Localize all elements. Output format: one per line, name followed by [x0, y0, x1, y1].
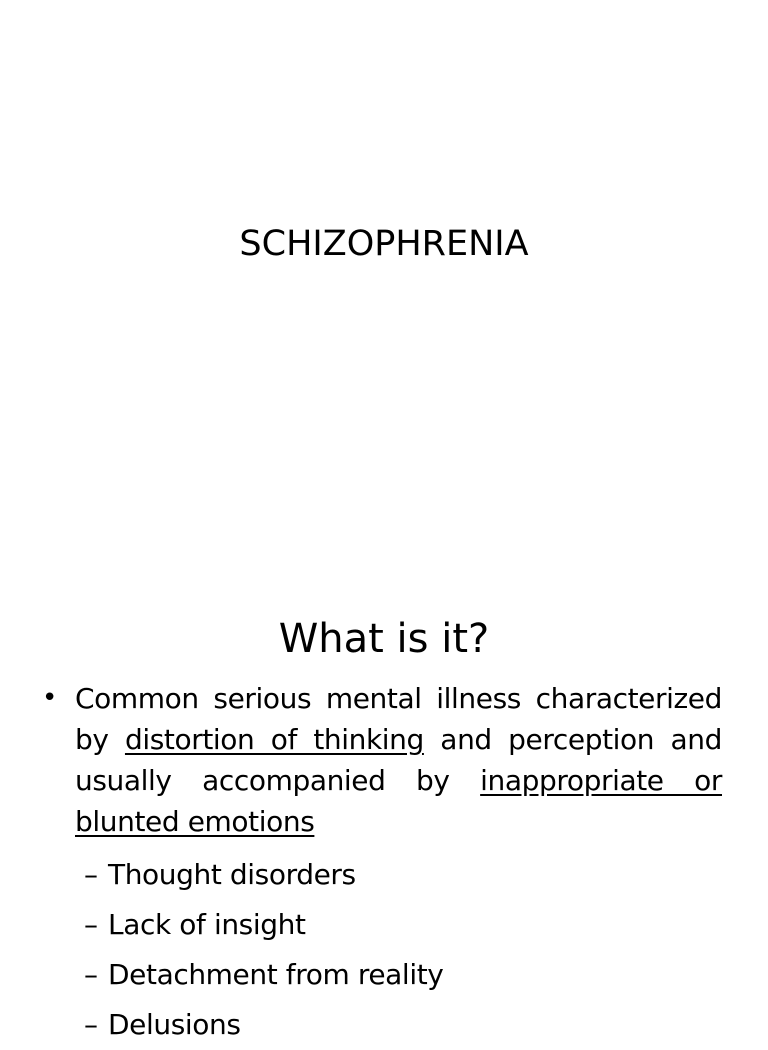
dash-icon: – — [84, 858, 98, 891]
sub-item-delusions — [84, 1000, 744, 1050]
main-bullet — [42, 678, 722, 842]
bullet-text — [75, 678, 722, 842]
dash-icon: – — [84, 958, 98, 991]
bullet-text-part2: and perception and usually accompanied by — [75, 723, 722, 797]
bullet-text-part1: Common serious mental illness characterized by — [75, 682, 722, 756]
sub-item-detachment — [84, 950, 744, 1000]
section-heading: What is it? — [278, 616, 490, 662]
sub-item-label: Detachment from reality — [108, 958, 444, 991]
sub-item-label: Thought disorders — [108, 858, 356, 891]
underlined-phrase-distortion: distortion of thinking — [124, 723, 424, 756]
dash-icon: – — [84, 1008, 98, 1041]
dash-icon: – — [84, 908, 98, 941]
sub-item-lack-of-insight — [84, 900, 744, 950]
underlined-phrase-emotions: inappropriate or blunted emotions — [75, 764, 722, 838]
sub-item-label: Lack of insight — [108, 908, 306, 941]
slide-title: SCHIZOPHRENIA — [239, 224, 529, 264]
sub-item-label: Delusions — [108, 1008, 241, 1041]
bullet-dot-icon: • — [42, 683, 58, 713]
sub-item-thought-disorders — [84, 850, 744, 900]
sub-list — [84, 850, 744, 1050]
